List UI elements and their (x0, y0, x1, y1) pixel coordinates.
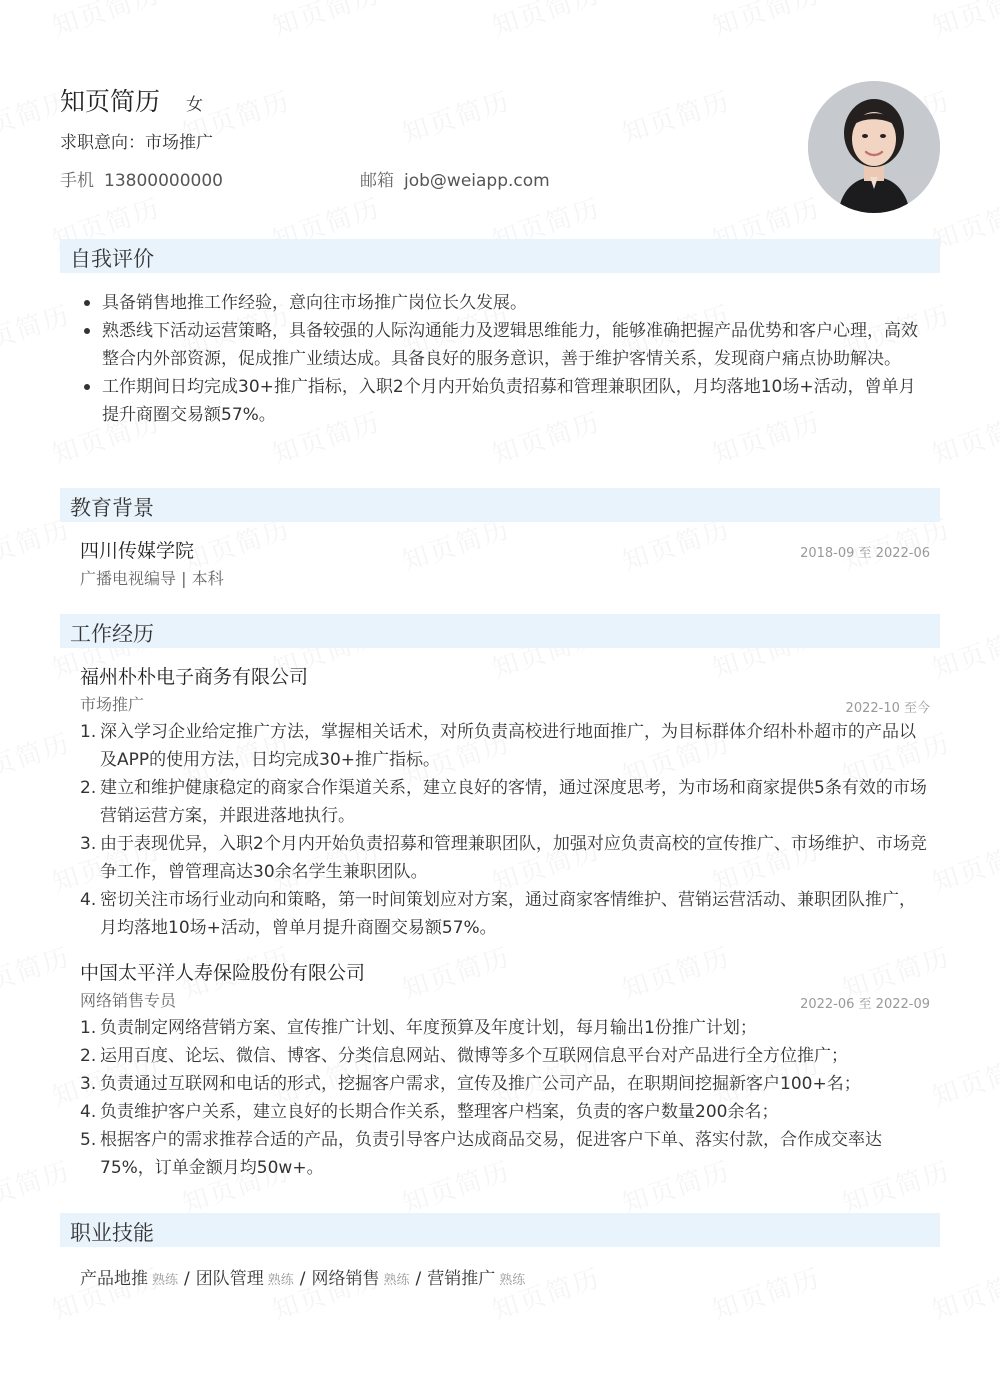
list-item: 1. 负责制定网络营销方案、宣传推广计划、年度预算及年度计划，每月输出1份推广计划； (80, 1018, 757, 1038)
watermark-text (617, 937, 735, 1007)
skill-name: 营销推广 (427, 1269, 496, 1289)
education-major: 广播电视编导 | 本科 (80, 569, 224, 588)
section-title-self-eval: 自我评价 (60, 239, 940, 273)
skills-line (80, 1264, 525, 1289)
skill-level: 熟练 (499, 1273, 526, 1288)
section-title-education: 教育背景 (60, 488, 940, 522)
list-item: 4. 负责维护客户关系，建立良好的长期合作关系，整理客户档案，负责的客户数量200余名； (80, 1102, 779, 1122)
watermark-text (0, 937, 75, 1007)
list-item: 4. 密切关注市场行业动向和策略，第一时间策划应对方案，通过商家客情维护、营销运营活动、兼职团队推广，月均落地10场+活动，曾单月提升商圈交易额57%。 (80, 890, 916, 938)
avatar-photo (808, 81, 940, 213)
watermark-text (0, 1151, 75, 1221)
list-item: 具备销售地推工作经验，意向往市场推广岗位长久发展。 (80, 289, 932, 317)
watermark-text (0, 723, 75, 793)
skill-name: 团队管理 (195, 1269, 264, 1289)
self-eval-list (80, 289, 932, 429)
email-label: 邮箱 (360, 171, 394, 191)
candidate-gender: 女 (186, 95, 203, 115)
list-item: 2. 运用百度、论坛、微信、博客、分类信息网站、微博等多个互联网信息平台对产品进行全方位推广； (80, 1046, 848, 1066)
contact-phone (60, 166, 223, 191)
list-item: 工作期间日均完成30+推广指标，入职2个月内开始负责招募和管理兼职团队，月均落地10场+活动，曾单月提升商圈交易额57%。 (80, 373, 932, 429)
job-date: 2022-10 至今 (845, 701, 930, 716)
phone-label: 手机 (60, 171, 94, 191)
watermark-text (267, 0, 385, 43)
list-item: 2. 建立和维护健康稳定的商家合作渠道关系，建立良好的客情，通过深度思考，为市场和商家提供5条有效的市场营销运营方案，并跟进落地执行。 (80, 778, 927, 826)
skill-separator: / (184, 1269, 190, 1289)
skill-separator: / (415, 1269, 422, 1289)
watermark-text (487, 0, 605, 43)
watermark-text (927, 830, 1000, 900)
watermark-text (397, 937, 515, 1007)
skill-name: 网络销售 (311, 1269, 380, 1289)
job-duties-list (80, 718, 932, 942)
watermark-text (707, 1258, 825, 1328)
email-value: job@weiapp.com (404, 171, 550, 191)
job-role: 网络销售专员 (80, 991, 177, 1010)
job-intent: 求职意向：市场推广 (60, 133, 213, 153)
list-item: 1. 深入学习企业给定推广方法，掌握相关话术，对所负责高校进行地面推广，为目标群体介绍朴朴超市的产品以及APP的使用方法，日均完成30+推广指标。 (80, 722, 916, 770)
skill-name: 产品地推 (80, 1269, 148, 1289)
contact-email (360, 166, 550, 191)
skill-separator: / (299, 1269, 306, 1289)
company-name: 中国太平洋人寿保险股份有限公司 (80, 962, 366, 984)
list-item: 熟悉线下活动运营策略，具备较强的人际沟通能力及逻辑思维能力，能够准确把握产品优势和客户心理，高效整合内外部资源，促成推广业绩达成。具备良好的服务意识，善于维护客情关系，发现商户痛点协助解决。 (80, 317, 932, 373)
school-name: 四川传媒学院 (80, 540, 195, 562)
profile-header (60, 80, 940, 220)
skill-level: 熟练 (383, 1273, 410, 1288)
job-role: 市场推广 (80, 695, 145, 714)
skill-level: 熟练 (267, 1273, 294, 1288)
list-item: 5. 根据客户的需求推荐合适的产品，负责引导客户达成商品交易，促进客户下单、落实付款，合作成交率达75%，订单金额月均50w+。 (80, 1130, 882, 1178)
watermark-text (707, 0, 825, 43)
job-date: 2022-06 至 2022-09 (800, 997, 930, 1012)
watermark-text (927, 402, 1000, 472)
avatar (808, 81, 940, 213)
company-name: 福州朴朴电子商务有限公司 (80, 666, 309, 688)
watermark-text (0, 295, 75, 365)
watermark-text (47, 0, 165, 43)
education-date: 2018-09 至 2022-06 (800, 546, 930, 561)
watermark-text (927, 1044, 1000, 1114)
section-title-skills: 职业技能 (60, 1213, 940, 1247)
skill-level: 熟练 (152, 1273, 179, 1288)
phone-value: 13800000000 (104, 171, 223, 191)
watermark-text (927, 1258, 1000, 1328)
list-item: 3. 负责通过互联网和电话的形式，挖掘客户需求，宣传及推广公司产品，在职期间挖掘新客户100+名； (80, 1074, 861, 1094)
watermark-text (927, 0, 1000, 43)
section-title-work: 工作经历 (60, 614, 940, 648)
list-item: 3. 由于表现优异，入职2个月内开始负责招募和管理兼职团队，加强对应负责高校的宣传推广、市场维护、市场竞争工作，曾管理高达30余名学生兼职团队。 (80, 834, 927, 882)
candidate-name: 知页简历 (60, 87, 161, 116)
job-duties-list (80, 1014, 932, 1182)
